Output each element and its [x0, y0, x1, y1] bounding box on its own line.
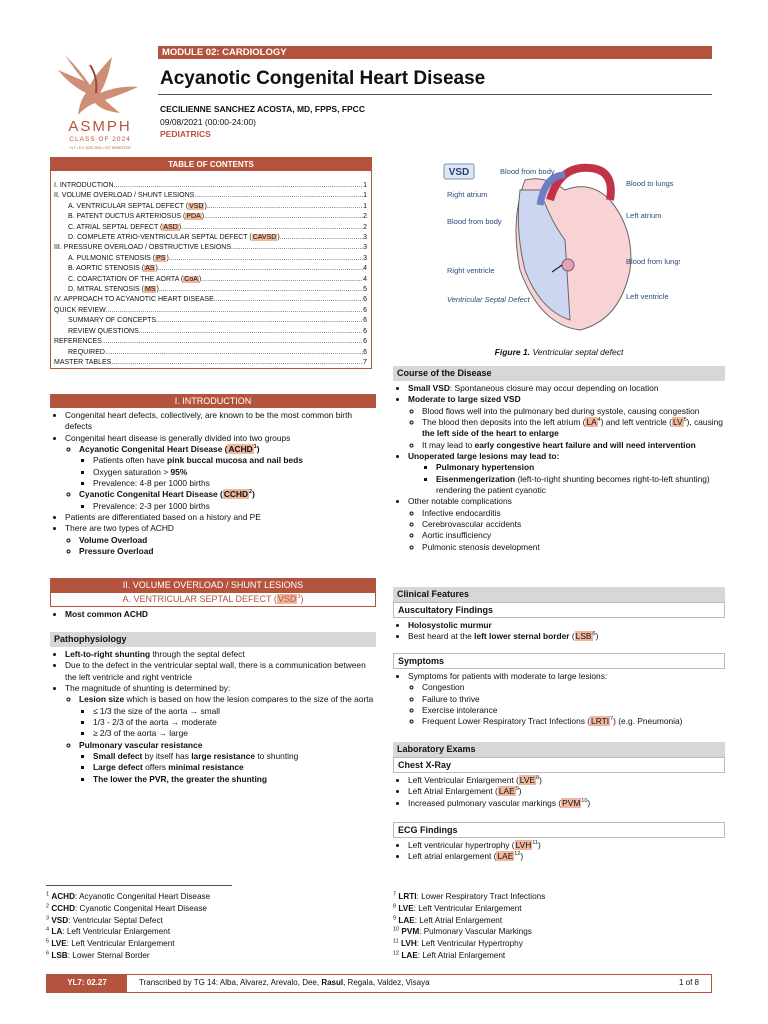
svg-text:CLASS OF 2024: CLASS OF 2024	[69, 136, 131, 143]
page-footer	[46, 974, 712, 993]
list-item: ◦ Cerebrovascular accidents	[422, 519, 725, 530]
footnote: $^4$ LA: Left Ventricular Enlargement	[46, 926, 171, 937]
list-item: ◦ The blood then deposits into the left atrium $(LA^4)$ and left ventricle $(LV^5)$, causing the left side of the heart to enlarge	[422, 417, 725, 440]
list-item: ◦ Pulmonary vascular resistance ▪ Small defect by itself has large resistance to shunting ▪ Large defect offers minimal resistance ▪ The lower the PVR, the greater the shunting	[79, 740, 376, 785]
toc-item[interactable]: SUMMARY OF CONCEPTS ..... 6	[54, 316, 367, 326]
footnote: $^9$ LAE: Left Atrial Enlargement	[393, 914, 503, 925]
list-item: ▪ Small defect by itself has large resistance to shunting	[93, 751, 376, 762]
page-title: Acyanotic Congenital Heart Disease	[160, 68, 486, 89]
pathophysiology-section	[50, 632, 376, 785]
footer-transcribers: Transcribed by TG 14: Alba, Alvarez, Arevalo, Dee, Rasul, Regala, Valdez, Visaya	[139, 978, 430, 988]
footnote: $^7$ LRTI: Lower Respiratory Tract Infections	[393, 891, 546, 901]
list-item: ◦ Infective endocarditis	[422, 508, 725, 519]
toc-item[interactable]: REVIEW QUESTIONS ..... 6	[54, 327, 367, 337]
toc-item[interactable]: A. VENTRICULAR SEPTAL DEFECT (VSD) ..... 1	[54, 202, 367, 212]
lab-section	[393, 742, 725, 809]
list-item: ◦ Volume Overload	[79, 535, 376, 546]
list-item: • Unoperated large lesions may lead to: ▪ Pulmonary hypertension ▪ Eisenmengerization (left-to-right shunting becomes right-to-left shunting) rendering the patient cyanotic	[408, 451, 725, 496]
toc-item[interactable]: D. COMPLETE ATRIO-VENTRICULAR SEPTAL DEFECT (CAVSD) ..... 3	[54, 233, 367, 243]
course-section	[393, 366, 725, 553]
toc-item[interactable]: C. COARCTATION OF THE AORTA (CoA) ..... 4	[54, 275, 367, 285]
svg-text:Left atrium: Left atrium	[626, 211, 662, 220]
figure-caption: Figure 1. Ventricular septal defect	[494, 347, 624, 357]
course-heading: Course of the Disease	[393, 366, 725, 381]
list-item: • Increased pulmonary vascular markings (PVM$^{10}$)	[408, 798, 725, 809]
list-item: ◦ Congestion	[422, 682, 725, 693]
list-item: • Patients are differentiated based on a history and PE	[65, 512, 376, 523]
symptoms-heading: Symptoms	[393, 653, 725, 669]
footnote: $^5$ LVE: Left Ventricular Enlargement	[46, 938, 175, 949]
auscultatory-heading: Auscultatory Findings	[393, 602, 725, 618]
pathophysiology-heading: Pathophysiology	[50, 632, 376, 647]
list-item: • Congenital heart defects, collectively, are known to be the most common birth defects	[65, 410, 376, 433]
list-item: ◦ Failure to thrive	[422, 694, 725, 705]
list-item: • Left Atrial Enlargement (LAE$^9$)	[408, 786, 725, 797]
figure-badge: VSD	[448, 167, 470, 178]
svg-text:Blood from body: Blood from body	[500, 167, 555, 176]
svg-text:Blood from body: Blood from body	[447, 217, 502, 226]
volume-overload-section	[50, 578, 376, 620]
svg-text:Right atrium: Right atrium	[447, 190, 488, 199]
toc-item[interactable]: I. INTRODUCTION ..... 1	[54, 181, 367, 191]
list-item: ◦ Acyanotic Congenital Heart Disease (ACHD$^1$) ▪ Patients often have pink buccal mucosa and nail beds ▪ Oxygen saturation > 95% ▪ Prevalence: 4-8 per 1000 births	[79, 444, 376, 489]
list-item: • Left atrial enlargement (LAE$^{12}$)	[408, 851, 725, 862]
svg-text:Right ventricle: Right ventricle	[447, 266, 495, 275]
list-item: ▪ Pulmonary hypertension	[436, 462, 725, 473]
lecturer-name: CECILIENNE SANCHEZ ACOSTA, MD, FPPS, FPCC	[160, 104, 365, 114]
list-item: ◦ Exercise intolerance	[422, 705, 725, 716]
list-item: ▪ ≤ 1/3 the size of the aorta → small	[93, 706, 376, 717]
toc-item[interactable]: IV. APPROACH TO ACYANOTIC HEART DISEASE ..... 6	[54, 295, 367, 305]
list-item: ◦ Lesion size which is based on how the lesion compares to the size of the aorta ▪ ≤ 1/3 the size of the aorta → small ▪ 1/3 - 2/3 of the aorta → moderate ▪ ≥ 2/3 of the aorta → large	[79, 694, 376, 739]
clinical-heading: Clinical Features	[393, 587, 725, 602]
list-item: • Most common ACHD	[65, 609, 376, 620]
clinical-features-section	[393, 587, 725, 643]
vsd-heart-diagram	[440, 160, 680, 338]
list-item: ◦ Aortic insufficiency	[422, 530, 725, 541]
list-item: • There are two types of ACHD ◦ Volume Overload ◦ Pressure Overload	[65, 523, 376, 557]
list-item: ▪ The lower the PVR, the greater the shunting	[93, 774, 376, 785]
footnote: $^{10}$ PVM: Pulmonary Vascular Markings	[393, 926, 532, 937]
list-item: ▪ Oxygen saturation > 95%	[93, 467, 376, 478]
list-item: • Small VSD: Spontaneous closure may occur depending on location	[408, 383, 725, 394]
list-item: ◦ Pulmonic stenosis development	[422, 542, 725, 553]
vsd-subheading: A. VENTRICULAR SEPTAL DEFECT (VSD$^3$)	[50, 592, 376, 607]
ecg-section	[393, 822, 725, 863]
footnotes-left	[46, 891, 366, 962]
list-item: ◦ Blood flows well into the pulmonary bed during systole, causing congestion	[422, 406, 725, 417]
table-of-contents	[50, 157, 372, 369]
department: PEDIATRICS	[160, 129, 211, 139]
list-item: ▪ Patients often have pink buccal mucosa and nail beds	[93, 455, 376, 466]
svg-text:Blood to lungs: Blood to lungs	[626, 179, 674, 188]
list-item: • Moderate to large sized VSD ◦ Blood flows well into the pulmonary bed during systole, causing congestion ◦ The blood then deposits into the left atrium $(LA^4)$ and left ventricle $(LV^5)$, causing the left side of the heart to enlarge ◦ It may lead to early congestive heart failure and will need intervention	[408, 394, 725, 451]
footnote: $^{11}$ LVH: Left Ventricular Hypertrophy	[393, 938, 523, 949]
chest-xray-heading: Chest X-Ray	[393, 757, 725, 773]
page-number: 1 of 8	[678, 978, 699, 988]
list-item: ▪ 1/3 - 2/3 of the aorta → moderate	[93, 717, 376, 728]
list-item: ◦ Pressure Overload	[79, 546, 376, 557]
toc-item[interactable]: REQUIRED ..... 6	[54, 348, 367, 358]
ecg-heading: ECG Findings	[393, 822, 725, 838]
toc-item[interactable]: A. PULMONIC STENOSIS (PS) ..... 3	[54, 254, 367, 264]
toc-list	[51, 171, 371, 368]
logo-text: ASMPH	[68, 118, 132, 135]
toc-item[interactable]: B. AORTIC STENOSIS (AS) ..... 4	[54, 264, 367, 274]
symptoms-section	[393, 653, 725, 728]
footer-code: YL7: 02.27	[47, 975, 127, 992]
svg-text:Ventricular Septal Defect: Ventricular Septal Defect	[447, 295, 530, 304]
title-divider	[158, 94, 712, 95]
list-item: ▪ Large defect offers minimal resistance	[93, 762, 376, 773]
lab-heading: Laboratory Exams	[393, 742, 725, 757]
toc-item[interactable]: III. PRESSURE OVERLOAD / OBSTRUCTIVE LESIONS ..... 3	[54, 243, 367, 253]
intro-heading: I. INTRODUCTION	[50, 394, 376, 408]
asmph-logo	[50, 45, 150, 155]
list-item: ▪ ≥ 2/3 of the aorta → large	[93, 728, 376, 739]
list-item: ◦ Frequent Lower Respiratory Tract Infections (LRTI$^7$) (e.g. Pneumonia)	[422, 716, 725, 727]
list-item: ▪ Eisenmengerization (left-to-right shunting becomes right-to-left shunting) rendering the patient cyanotic	[436, 474, 725, 497]
footnotes-right	[393, 891, 713, 962]
list-item: • Left-to-right shunting through the septal defect	[65, 649, 376, 660]
list-item: ◦ Cyanotic Congenital Heart Disease (CCHD$^2$) ▪ Prevalence: 2-3 per 1000 births	[79, 489, 376, 512]
footnote: $^6$ LSB: Lower Sternal Border	[46, 950, 150, 960]
footnote: $^8$ LVE: Left Ventricular Enlargement	[393, 903, 522, 913]
svg-text:YL7 • S.Y. 2020-2021 • 1ST SEM: YL7 • S.Y. 2020-2021 • 1ST SEMESTER	[69, 146, 131, 150]
toc-item[interactable]: C. ATRIAL SEPTAL DEFECT (ASD) ..... 2	[54, 223, 367, 233]
list-item: ▪ Prevalence: 2-3 per 1000 births	[93, 501, 376, 512]
svg-text:Blood from lungs: Blood from lungs	[626, 257, 680, 266]
module-banner: MODULE 02: CARDIOLOGY	[158, 46, 712, 59]
list-item: • Other notable complications ◦ Infective endocarditis ◦ Cerebrovascular accidents ◦ Aortic insufficiency ◦ Pulmonic stenosis development	[408, 496, 725, 553]
toc-item[interactable]: MASTER TABLES ..... 7	[54, 358, 367, 368]
toc-item[interactable]: B. PATENT DUCTUS ARTERIOSUS (PDA) ..... 2	[54, 212, 367, 222]
footnote: $^2$ CCHD: Cyanotic Congenital Heart Disease	[46, 903, 207, 913]
list-item: • Holosystolic murmur	[408, 620, 725, 631]
list-item: • Left ventricular hypertrophy (LVH$^{11}$)	[408, 840, 725, 851]
svg-text:Left ventricle: Left ventricle	[626, 292, 669, 301]
footnote: $^{12}$ LAE: Left Atrial Enlargement	[393, 950, 506, 960]
list-item: • Best heard at the left lower sternal border (LSB$^6$)	[408, 631, 725, 642]
list-item: • Symptoms for patients with moderate to large lesions: ◦ Congestion ◦ Failure to thrive ◦ Exercise intolerance ◦ Frequent Lower Respiratory Tract Infections (LRTI$^7$) (e.g. Pneumonia)	[408, 671, 725, 728]
toc-item[interactable]: QUICK REVIEW ..... 6	[54, 306, 367, 316]
toc-heading: TABLE OF CONTENTS	[51, 158, 371, 171]
list-item: • Congenital heart disease is generally divided into two groups ◦ Acyanotic Congenital Heart Disease (ACHD$^1$) ▪ Patients often have pink buccal mucosa and nail beds ▪ Oxygen saturation > 95% ▪ Prevalence: 4-8 per 1000 births ◦ Cyanotic Congenital Heart Disease (CCHD$^2$) ▪ Prevalence: 2-3 per 1000 births	[65, 433, 376, 512]
list-item: ▪ Prevalence: 4-8 per 1000 births	[93, 478, 376, 489]
list-item: • The magnitude of shunting is determined by: ◦ Lesion size which is based on how the lesion compares to the size of the aorta ▪ ≤ 1/3 the size of the aorta → small ▪ 1/3 - 2/3 of the aorta → moderate ▪ ≥ 2/3 of the aorta → large ◦ Pulmonary vascular resistance ▪ Small defect by itself has large resistance to shunting ▪ Large defect offers minimal resistance ▪ The lower the PVR, the greater the shunting	[65, 683, 376, 785]
footnote-divider	[46, 885, 232, 886]
toc-item[interactable]: D. MITRAL STENOSIS (MS) ..... 5	[54, 285, 367, 295]
footnote: $^3$ VSD: Ventricular Septal Defect	[46, 914, 163, 925]
list-item: • Due to the defect in the ventricular septal wall, there is a communication between the left ventricle and right ventricle	[65, 660, 376, 683]
footnote: $^1$ ACHD: Acyanotic Congenital Heart Disease	[46, 891, 211, 901]
toc-item[interactable]: REFERENCES ..... 6	[54, 337, 367, 347]
volume-overload-heading: II. VOLUME OVERLOAD / SHUNT LESIONS	[50, 578, 376, 592]
toc-item[interactable]: II. VOLUME OVERLOAD / SHUNT LESIONS ..... 1	[54, 191, 367, 201]
list-item: • Left Ventricular Enlargement (LVE$^8$)	[408, 775, 725, 786]
lecture-date: 09/08/2021 (00:00-24:00)	[160, 117, 256, 127]
intro-section	[50, 394, 376, 557]
list-item: ◦ It may lead to early congestive heart failure and will need intervention	[422, 440, 725, 451]
